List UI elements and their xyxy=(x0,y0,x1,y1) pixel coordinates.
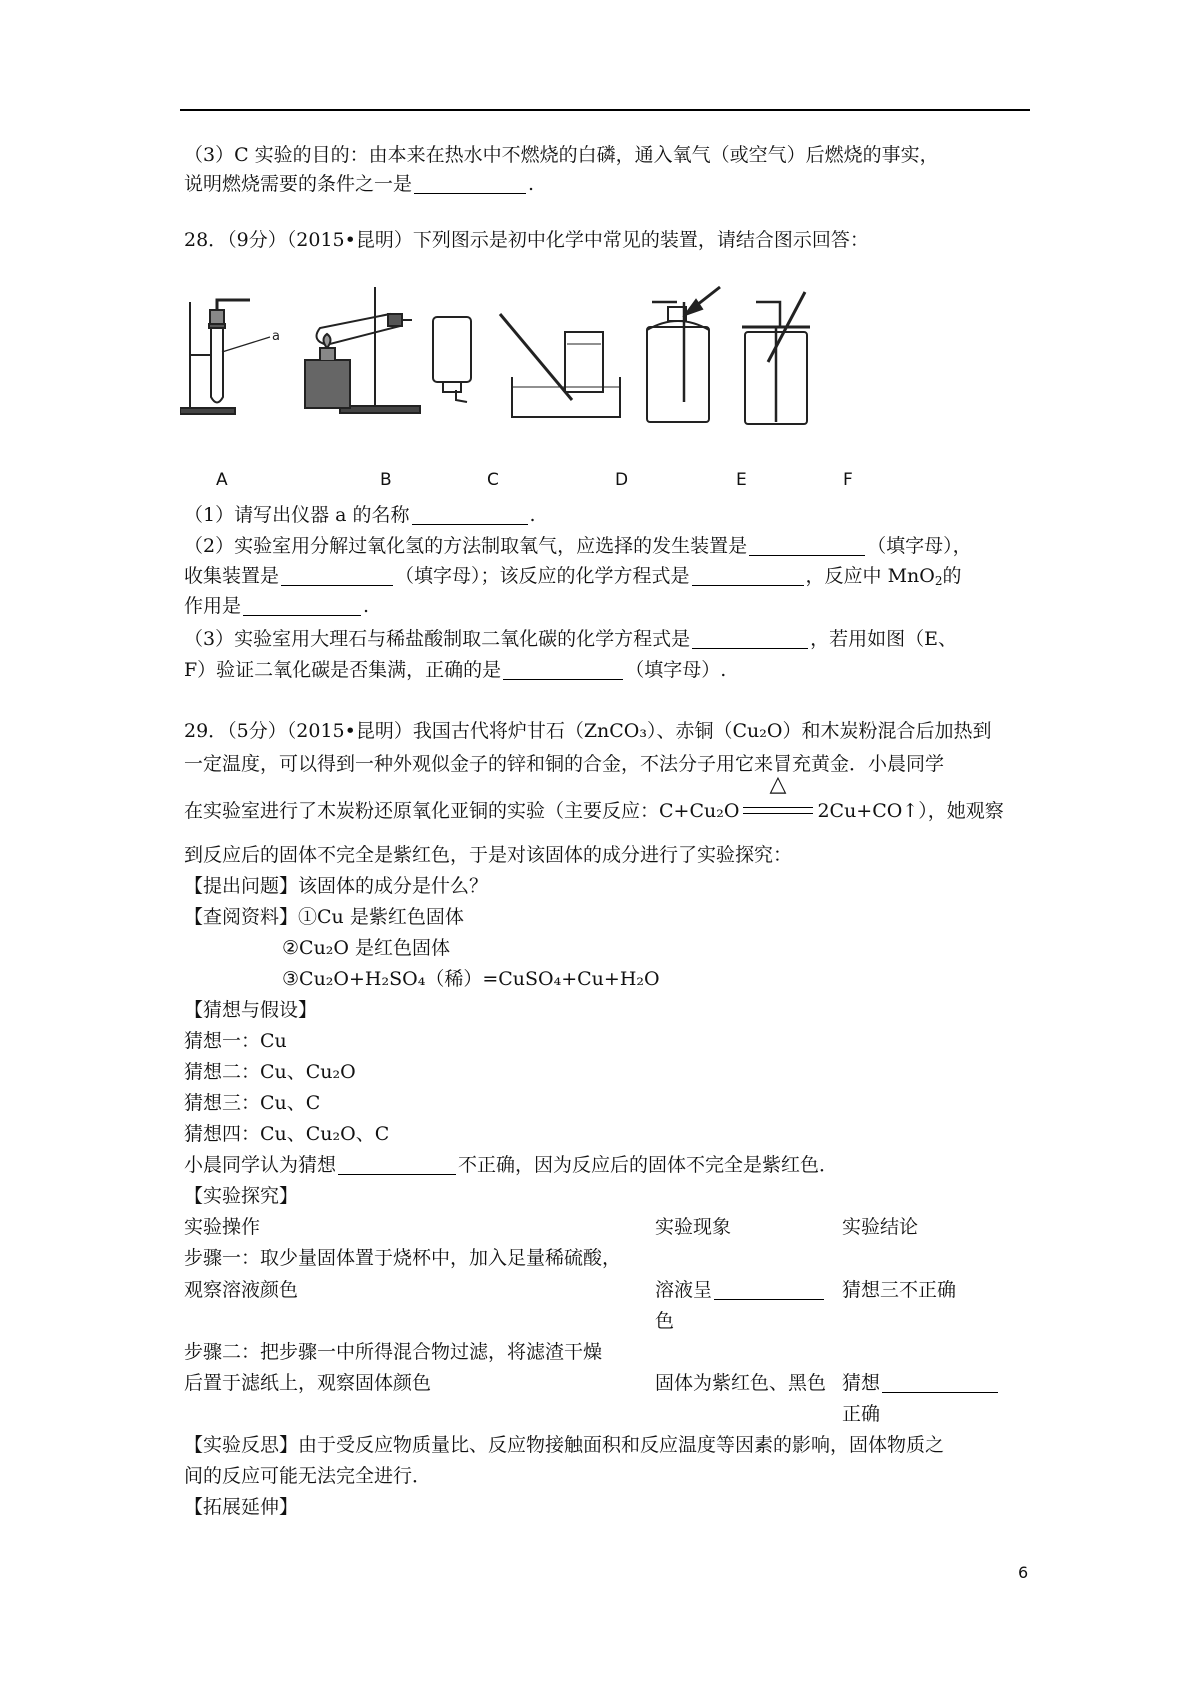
fig-label-b: B xyxy=(380,470,392,490)
apparatus-a-stand-tube xyxy=(180,300,280,414)
q28-sub2-line3 xyxy=(184,594,369,618)
q29-guess2: 猜想二：Cu、Cu₂O xyxy=(184,1061,356,1083)
col-header-operation: 实验操作 xyxy=(184,1216,261,1238)
lab-apparatus-figure xyxy=(180,282,920,492)
apparatus-b-heating xyxy=(305,287,420,413)
q28-text: （2）实验室用分解过氧化氢的方法制取氧气，应选择的发生装置是 xyxy=(184,535,748,557)
apparatus-c-bottle xyxy=(433,317,471,402)
step2-phenomenon: 固体为紫红色、黑色 xyxy=(655,1372,827,1394)
page-number: 6 xyxy=(1018,1563,1029,1582)
q29-text: 小晨同学认为猜想 xyxy=(184,1154,337,1176)
q29-line4: 到反应后的固体不完全是紫红色，于是对该固体的成分进行了实验探究： xyxy=(184,844,793,866)
step1-line1: 步骤一：取少量固体置于烧杯中，加入足量稀硫酸， xyxy=(184,1247,622,1269)
q29-line2: 一定温度，可以得到一种外观似金子的锌和铜的合金，不法分子用它来冒充黄金．小晨同学 xyxy=(184,753,945,775)
answer-blank[interactable] xyxy=(692,629,808,649)
q28-sub3-line1 xyxy=(184,627,957,651)
q29-ref3: ③Cu₂O+H₂SO₄（稀）=CuSO₄+Cu+H₂O xyxy=(282,968,660,990)
q28-text: （3）实验室用大理石与稀盐酸制取二氧化碳的化学方程式是 xyxy=(184,628,691,650)
q29-reflection-line2: 间的反应可能无法完全进行． xyxy=(184,1465,432,1487)
heating-condition-sign xyxy=(739,772,817,819)
answer-blank[interactable] xyxy=(882,1373,998,1393)
equals-bar xyxy=(743,807,813,814)
q28-sub3-line2 xyxy=(184,658,726,682)
answer-blank[interactable] xyxy=(338,1155,456,1175)
answer-blank[interactable] xyxy=(714,1280,824,1300)
q28-sub2-line2 xyxy=(184,564,962,593)
q29-line3 xyxy=(184,772,1004,823)
q28-sub1 xyxy=(184,503,536,527)
q27-part3-line2 xyxy=(184,172,534,196)
header-rule xyxy=(180,109,1030,111)
q29-text: 在实验室进行了木炭粉还原氧化亚铜的实验（主要反应：C+Cu₂O xyxy=(184,800,740,822)
q28-text: . xyxy=(363,595,370,617)
q28-text: （填字母）；该反应的化学方程式是 xyxy=(395,565,690,587)
apparatus-f-bottle xyxy=(742,292,810,424)
q28-text: F）验证二氧化碳是否集满，正确的是 xyxy=(184,659,502,681)
q29-line1: 29．（5分）（2015•昆明）我国古代将炉甘石（ZnCO₃）、赤铜（Cu₂O）和木炭粉混合后加热到 xyxy=(184,720,992,742)
fig-label-c: C xyxy=(487,470,499,490)
step1-phenomenon xyxy=(655,1278,826,1302)
q29-hypothesis-heading: 【猜想与假设】 xyxy=(184,999,318,1021)
q28-header: 28．（9分）（2015•昆明）下列图示是初中化学中常见的装置，请结合图示回答： xyxy=(184,229,869,251)
q29-ask: 【提出问题】该固体的成分是什么？ xyxy=(184,875,489,897)
q27-text: . xyxy=(528,173,535,195)
q28-text: 收集装置是 xyxy=(184,565,280,587)
q27-text: 说明燃烧需要的条件之一是 xyxy=(184,173,413,195)
step2-line2: 后置于滤纸上，观察固体颜色 xyxy=(184,1372,432,1394)
answer-blank[interactable] xyxy=(503,660,623,680)
q28-sub2-line1 xyxy=(184,534,972,558)
q29-text: 2Cu+CO↑），她观察 xyxy=(817,800,1004,822)
step1-line2: 观察溶液颜色 xyxy=(184,1279,299,1301)
q29-text: 不正确，因为反应后的固体不完全是紫红色． xyxy=(458,1154,839,1176)
step2-conclusion xyxy=(842,1371,1000,1395)
heat-triangle-icon: △ xyxy=(769,772,787,797)
q28-text: 的 xyxy=(942,565,962,587)
fig-label-a: A xyxy=(216,470,228,490)
q28-text: 作用是 xyxy=(184,595,242,617)
col-header-phenomenon: 实验现象 xyxy=(655,1216,732,1238)
q29-text: 猜想 xyxy=(842,1372,881,1394)
label-a: a xyxy=(272,329,280,344)
q29-guess4: 猜想四：Cu、Cu₂O、C xyxy=(184,1123,390,1145)
answer-blank[interactable] xyxy=(692,566,804,586)
step2-line1: 步骤二：把步骤一中所得混合物过滤，将滤渣干燥 xyxy=(184,1341,603,1363)
q29-text: 溶液呈 xyxy=(655,1279,713,1301)
col-header-conclusion: 实验结论 xyxy=(842,1216,919,1238)
step1-phenomenon-end: 色 xyxy=(655,1310,675,1332)
fig-label-f: F xyxy=(843,470,853,490)
q27-part3-line1: （3）C 实验的目的：由本来在热水中不燃烧的白磷，通入氧气（或空气）后燃烧的事实， xyxy=(184,144,939,166)
answer-blank[interactable] xyxy=(243,596,361,616)
subscript: 2 xyxy=(934,574,943,588)
q29-reflection-line1: 【实验反思】由于受反应物质量比、反应物接触面积和反应温度等因素的影响，固体物质之 xyxy=(184,1434,945,1456)
q28-text: ，若用如图（E、 xyxy=(810,628,957,650)
apparatus-d-trough xyxy=(500,314,620,417)
q29-guess1: 猜想一：Cu xyxy=(184,1030,287,1052)
fig-label-e: E xyxy=(736,470,747,490)
q28-text: （填字母）， xyxy=(867,535,972,557)
q29-ref1: 【查阅资料】①Cu 是紫红色固体 xyxy=(184,906,464,928)
answer-blank[interactable] xyxy=(414,174,526,194)
answer-blank[interactable] xyxy=(412,505,528,525)
q29-experiment-heading: 【实验探究】 xyxy=(184,1185,299,1207)
q29-judgement xyxy=(184,1153,838,1177)
q28-text: . xyxy=(529,504,536,526)
answer-blank[interactable] xyxy=(281,566,393,586)
q29-ref2: ②Cu₂O 是红色固体 xyxy=(282,937,451,959)
step2-conclusion-end: 正确 xyxy=(842,1403,881,1425)
q28-text: ，反应中 MnO xyxy=(805,565,935,587)
fig-label-d: D xyxy=(615,470,629,490)
q28-text: （填字母）. xyxy=(625,659,727,681)
step1-conclusion: 猜想三不正确 xyxy=(842,1279,957,1301)
q29-guess3: 猜想三：Cu、C xyxy=(184,1092,321,1114)
apparatus-e-bottle xyxy=(647,287,720,422)
q28-text: （1）请写出仪器 a 的名称 xyxy=(184,504,410,526)
q29-extension-heading: 【拓展延伸】 xyxy=(184,1496,299,1518)
answer-blank[interactable] xyxy=(749,536,865,556)
